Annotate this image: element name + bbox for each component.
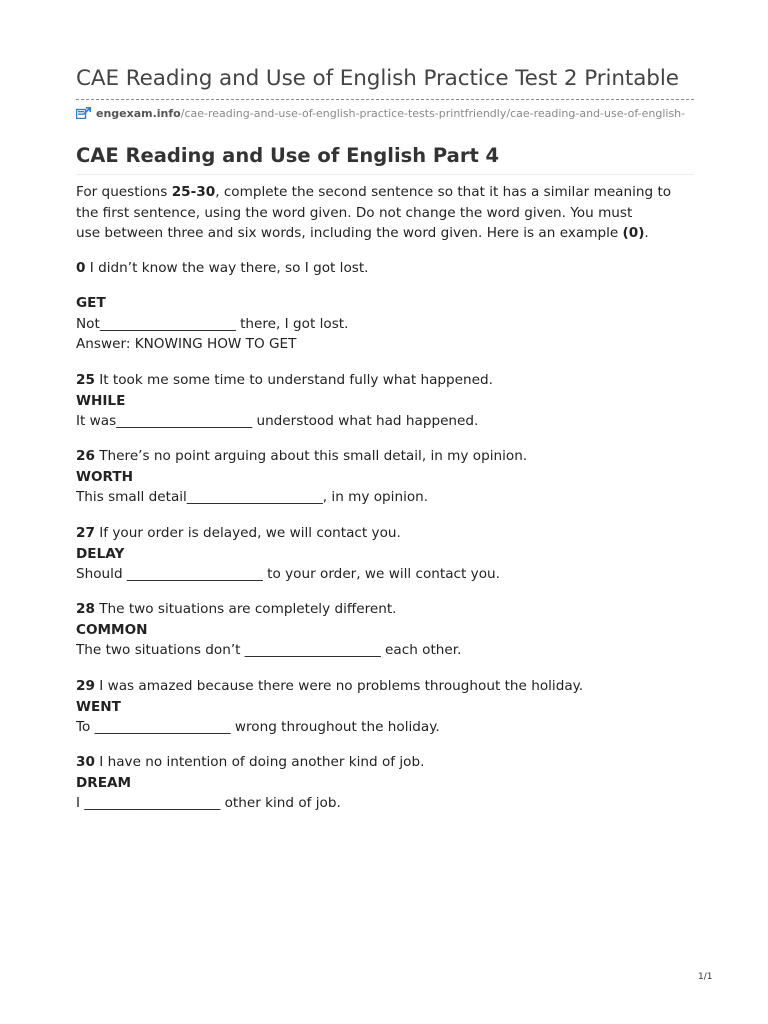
source-domain: engexam.info (96, 106, 181, 120)
example-answer: Answer: KNOWING HOW TO GET (76, 336, 297, 352)
instructions-text: , complete the second sentence so that it has a similar meaning to (215, 184, 672, 200)
question-26 (76, 446, 688, 508)
question-number: 28 (76, 601, 95, 617)
key-word: COMMON (76, 621, 148, 638)
title-divider (76, 99, 694, 100)
question-prompt (76, 258, 688, 279)
document-title: CAE Reading and Use of English Practice Test 2 Printable (76, 66, 679, 91)
question-prompt (76, 446, 688, 467)
question-number: 27 (76, 525, 95, 541)
key-word: DREAM (76, 774, 132, 791)
question-number: 0 (76, 260, 86, 276)
external-link-icon (76, 107, 91, 119)
key-word: GET (76, 295, 106, 311)
instructions-line-2: the first sentence, using the word given. Do not change the word given. You must (76, 204, 633, 221)
transformation-sentence: The two situations don’t ____________________ each other. (76, 642, 462, 658)
question-27 (76, 523, 688, 585)
instructions-text: For questions (76, 184, 172, 200)
question-30 (76, 752, 688, 814)
instructions-text: . (644, 225, 649, 241)
instructions-text: use between three and six words, including the word given. Here is an example (76, 225, 623, 241)
key-word: WHILE (76, 392, 126, 409)
key-word: WENT (76, 698, 121, 715)
transformation-sentence: To ____________________ wrong throughout the holiday. (76, 719, 440, 735)
question-29 (76, 676, 688, 738)
question-prompt (76, 752, 688, 773)
question-sentence: I have no intention of doing another kind of job. (94, 754, 425, 770)
question-sentence: The two situations are completely different. (94, 601, 397, 617)
question-prompt (76, 676, 688, 697)
source-path: /cae-reading-and-use-of-english-practice-tests-printfriendly/cae-reading-and-use-of-english- (180, 106, 686, 120)
transformation-sentence: It was____________________ understood what had happened. (76, 413, 479, 429)
question-sentence: There’s no point arguing about this small detail, in my opinion. (94, 448, 528, 464)
example-question (76, 258, 688, 279)
example-ref: (0) (622, 225, 645, 241)
question-sentence: It took me some time to understand fully what happened. (94, 372, 493, 388)
transformation-sentence: Not____________________ there, I got lost. (76, 315, 349, 332)
question-sentence: I was amazed because there were no problems throughout the holiday. (94, 678, 584, 694)
question-number: 30 (76, 754, 95, 770)
question-sentence: I didn’t know the way there, so I got lost. (85, 260, 369, 276)
question-28 (76, 599, 688, 661)
instructions-line-1 (76, 182, 688, 203)
instructions (76, 182, 688, 244)
key-word: DELAY (76, 545, 125, 562)
question-number: 29 (76, 678, 95, 694)
question-number: 25 (76, 372, 95, 388)
question-sentence: If your order is delayed, we will contact you. (94, 525, 401, 541)
page-number: 1/1 (698, 972, 713, 982)
question-range: 25-30 (171, 184, 216, 200)
section-divider (76, 174, 694, 175)
question-prompt (76, 523, 688, 544)
question-prompt (76, 370, 688, 391)
question-prompt (76, 599, 688, 620)
transformation-sentence: This small detail____________________, in my opinion. (76, 489, 429, 505)
transformation-sentence: Should ____________________ to your order, we will contact you. (76, 566, 500, 582)
example-answer-block (76, 293, 688, 355)
key-word: WORTH (76, 468, 134, 485)
question-25 (76, 370, 688, 432)
instructions-line-3 (76, 223, 688, 244)
transformation-sentence: I ____________________ other kind of job. (76, 795, 341, 811)
question-number: 26 (76, 448, 95, 464)
source-url[interactable] (76, 105, 694, 121)
section-title: CAE Reading and Use of English Part 4 (76, 144, 500, 167)
